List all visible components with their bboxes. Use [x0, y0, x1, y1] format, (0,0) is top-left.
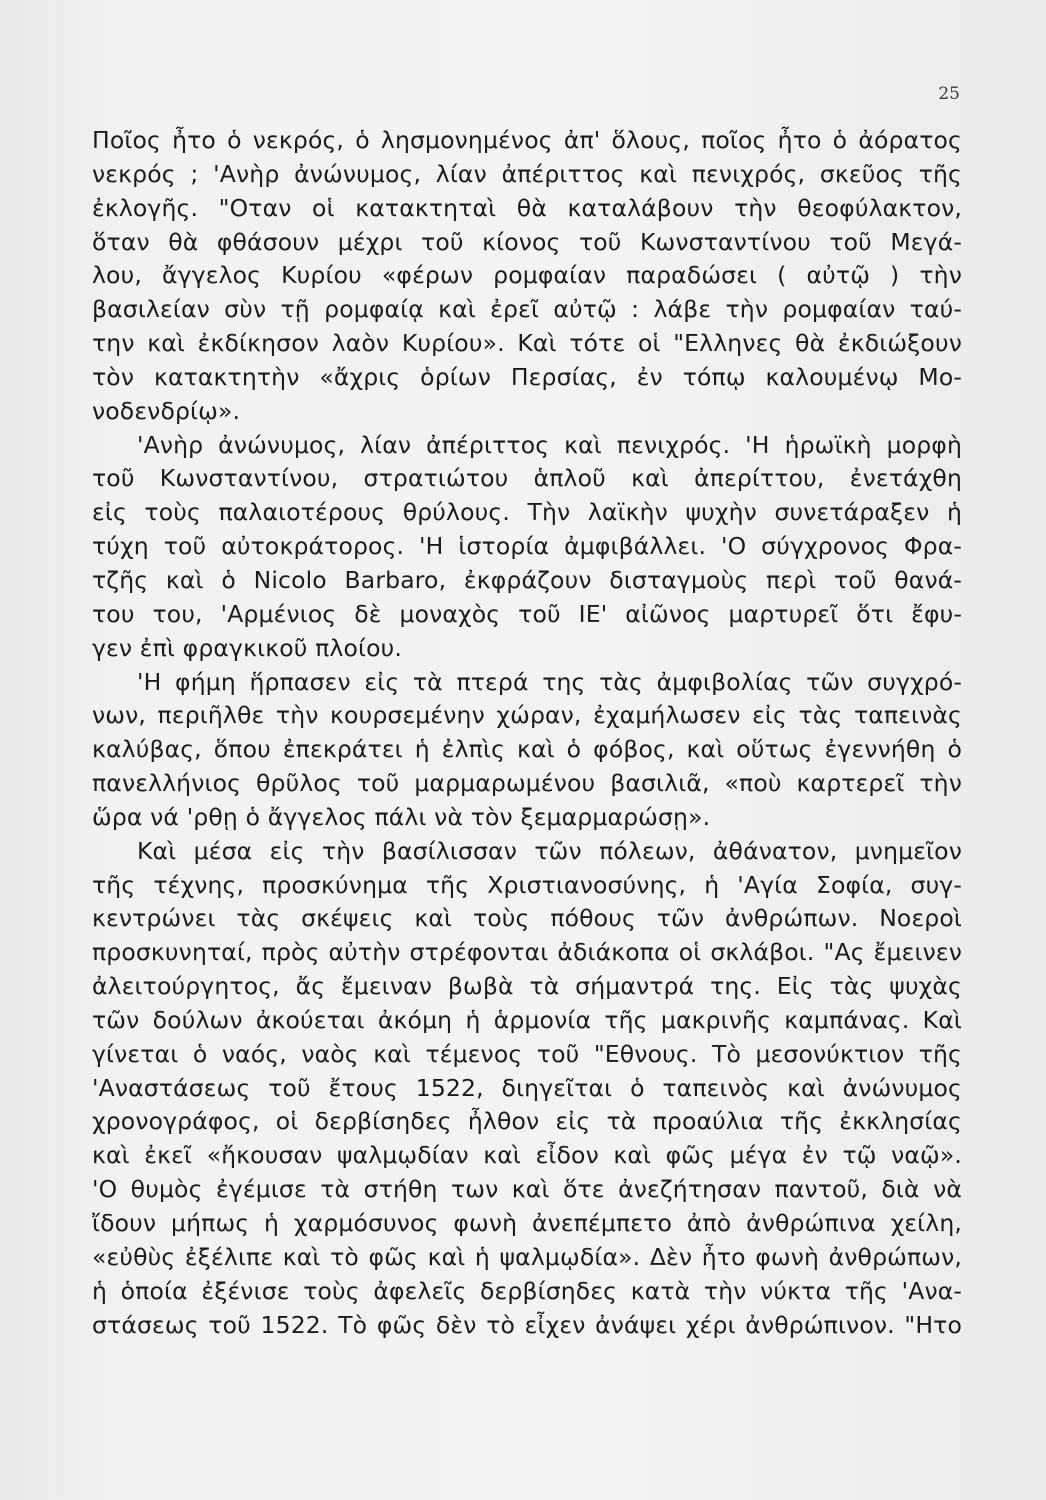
text-line: 'Η φήμη ἥρπασεν εἰς τὰ πτερά της τὰς ἀμφιβολίας τῶν συγχρό-	[137, 667, 962, 696]
text-line: καὶ ἐκεῖ «ἤκουσαν ψαλμῳδίαν καὶ εἶδον καὶ φῶς μέγα ἐν τῷ ναῷ».	[92, 1141, 962, 1170]
text-line: εἰς τοὺς παλαιοτέρους θρύλους. Τὴν λαϊκὴν ψυχὴν συνετάραξεν ἡ	[92, 498, 962, 527]
text-line: Ποῖος ἦτο ὁ νεκρός, ὁ λησμονημένος ἀπ' ὅλους, ποῖος ἦτο ὁ ἀόρατος	[92, 126, 962, 154]
text-line: νοδενδρίῳ».	[92, 396, 241, 425]
text-line: προσκυνηταί, πρὸς αὐτὴν στρέφονται ἀδιάκοπα οἱ σκλάβοι. "Ας ἔμεινεν	[92, 938, 962, 967]
text-line: ὥρα νά 'ρθῃ ὁ ἄγγελος πάλι νὰ τὸν ξεμαρμαρώσῃ».	[92, 802, 711, 831]
text-line: ἴδουν μήπως ἡ χαρμόσυνος φωνὴ ἀνεπέμπετο ἀπὸ ἀνθρώπινα χείλη,	[92, 1209, 962, 1237]
text-line: ἀλειτούργητος, ἄς ἔμειναν βωβὰ τὰ σήμαντρά της. Εἰς τὰς ψυχὰς	[92, 972, 962, 1001]
text-line: τῆς τέχνης, προσκύνημα τῆς Χριστιανοσύνης, ἡ 'Αγία Σοφία, συγ-	[92, 870, 962, 899]
text-line: καλύβας, ὅπου ἐπεκράτει ἡ ἐλπὶς καὶ ὁ φόβος, καὶ οὕτως ἐγεννήθη ὁ	[92, 735, 962, 764]
text-line: λου, ἄγγελος Κυρίου «φέρων ρομφαίαν παραδώσει ( αὐτῷ ) τὴν	[92, 261, 962, 290]
text-line: 'Ο θυμὸς ἐγέμισε τὰ στήθη των καὶ ὅτε ἀνεζήτησαν παντοῦ, διὰ νὰ	[92, 1175, 962, 1204]
text-line: ἐκλογῆς. "Οταν οἱ κατακτηταὶ θὰ καταλάβουν τὴν θεοφύλακτον,	[92, 193, 962, 222]
text-line: γεν ἐπὶ φραγκικοῦ πλοίου.	[92, 633, 402, 662]
text-line: χρονογράφος, οἱ δερβίσηδες ἦλθον εἰς τὰ προαύλια τῆς ἐκκλησίας	[92, 1107, 962, 1136]
body-text	[92, 124, 962, 1342]
text-line: τοῦ Κωνσταντίνου, στρατιώτου ἁπλοῦ καὶ ἀπερίττου, ἐνετάχθη	[92, 464, 962, 493]
page-number: 25	[938, 84, 960, 104]
text-line: 'Αναστάσεως τοῦ ἔτους 1522, διηγεῖται ὁ ταπεινὸς καὶ ἀνώνυμος	[92, 1073, 962, 1102]
text-line: του του, 'Αρμένιος δὲ μοναχὸς τοῦ ΙΕ' αἰῶνος μαρτυρεῖ ὅτι ἔφυ-	[92, 599, 962, 628]
text-line: τζῆς καὶ ὁ Nicolo Barbaro, ἐκφράζουν δισταγμοὺς περὶ τοῦ θανά-	[92, 565, 962, 594]
text-line: κεντρώνει τὰς σκέψεις καὶ τοὺς πόθους τῶν ἀνθρώπων. Νοεροὶ	[92, 904, 962, 933]
text-line: τὸν κατακτητὴν «ἄχρις ὁρίων Περσίας, ἐν τόπῳ καλουμένῳ Μο-	[92, 362, 962, 391]
text-line: Καὶ μέσα εἰς τὴν βασίλισσαν τῶν πόλεων, ἀθάνατον, μνημεῖον	[137, 836, 962, 865]
text-line: τῶν δούλων ἀκούεται ἀκόμη ἡ ἁρμονία τῆς μακρινῆς καμπάνας. Καὶ	[92, 1005, 962, 1034]
text-line: βασιλείαν σὺν τῇ ρομφαίᾳ καὶ ἐρεῖ αὐτῷ : λάβε τὴν ρομφαίαν ταύ-	[92, 295, 962, 324]
text-line: ὅταν θὰ φθάσουν μέχρι τοῦ κίονος τοῦ Κωνσταντίνου τοῦ Μεγά-	[92, 227, 962, 256]
text-line: νεκρός ; 'Ανὴρ ἀνώνυμος, λίαν ἀπέριττος καὶ πενιχρός, σκεῦος τῆς	[92, 159, 962, 188]
text-line: πανελλήνιος θρῦλος τοῦ μαρμαρωμένου βασιλιᾶ, «ποὺ καρτερεῖ τὴν	[92, 769, 962, 798]
text-line: νων, περιῆλθε τὴν κουρσεμένην χώραν, ἐχαμήλωσεν εἰς τὰς ταπεινὰς	[92, 701, 962, 730]
text-line: ἡ ὁποία ἐξένισε τοὺς ἀφελεῖς δερβίσηδες κατὰ τὴν νύκτα τῆς 'Ανα-	[92, 1276, 962, 1305]
text-line: την καὶ ἐκδίκησον λαὸν Κυρίου». Καὶ τότε οἱ "Ελληνες θὰ ἐκδιώξουν	[92, 329, 962, 358]
text-line: «εὐθὺς ἐξέλιπε καὶ τὸ φῶς καὶ ἡ ψαλμῳδία». Δὲν ἦτο φωνὴ ἀνθρώπων,	[92, 1242, 962, 1271]
text-line: γίνεται ὁ ναός, ναὸς καὶ τέμενος τοῦ "Εθνους. Τὸ μεσονύκτιον τῆς	[92, 1039, 962, 1068]
text-line: στάσεως τοῦ 1522. Τὸ φῶς δὲν τὸ εἶχεν ἀνάψει χέρι ἀνθρώπινον. "Ητο	[92, 1310, 962, 1339]
text-line: 'Ανὴρ ἀνώνυμος, λίαν ἀπέριττος καὶ πενιχρός. 'Η ἡρωϊκὴ μορφὴ	[137, 430, 962, 459]
text-line: τύχη τοῦ αὐτοκράτορος. 'Η ἱστορία ἀμφιβάλλει. 'Ο σύγχρονος Φρα-	[92, 532, 962, 561]
